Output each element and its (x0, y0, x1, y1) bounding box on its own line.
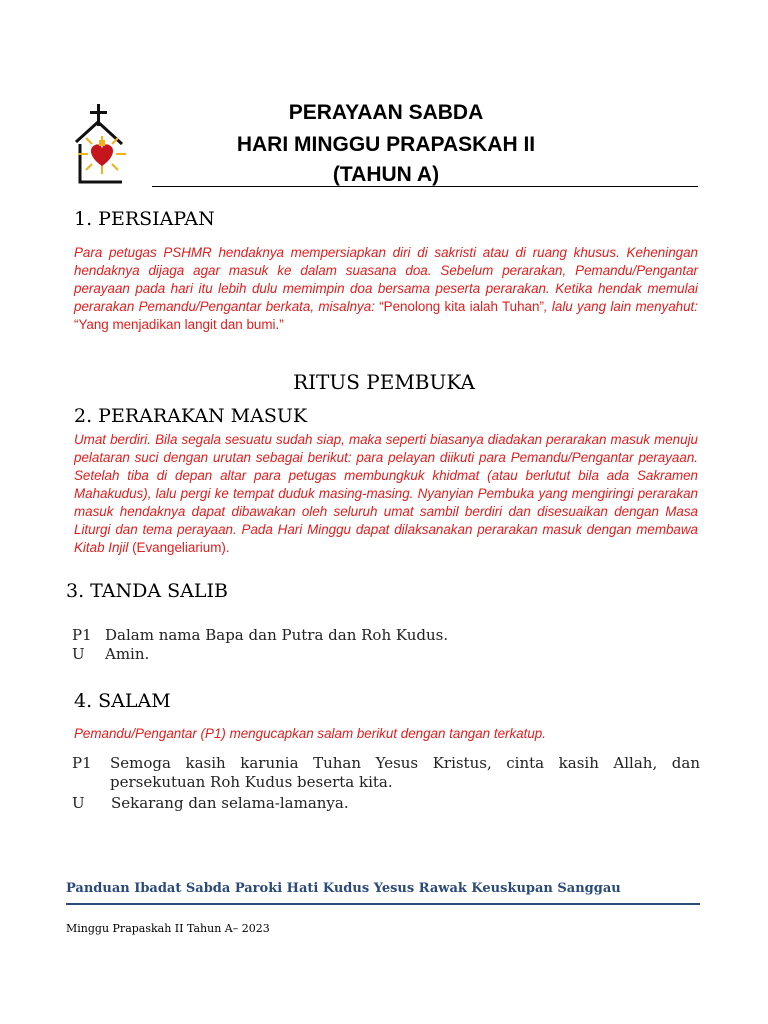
title-line-3: (TAHUN A) (332, 163, 440, 186)
heading-persiapan: 1. PERSIAPAN (74, 208, 215, 230)
speaker-label: P1 (72, 626, 92, 644)
perarakan-text-end: (Evangeliarium). (132, 540, 230, 555)
dialog-text: Amin. (105, 645, 150, 663)
parish-logo (62, 104, 152, 188)
title-line-2: HARI MINGGU PRAPASKAH II (236, 133, 536, 156)
dialog-line (72, 645, 149, 664)
footer-divider (66, 903, 700, 905)
speaker-label: U (72, 645, 85, 663)
heading-perarakan-masuk: 2. PERARAKAN MASUK (74, 405, 308, 427)
title-line-1: PERAYAAN SABDA (288, 101, 484, 124)
header-divider (152, 186, 698, 187)
heading-ritus-pembuka: RITUS PEMBUKA (293, 370, 475, 394)
dialog-text: Dalam nama Bapa dan Putra dan Roh Kudus. (105, 626, 449, 644)
salam-rubric: Pemandu/Pengantar (P1) mengucapkan salam berikut dengan tangan terkatup. (74, 726, 546, 741)
heading-salam: 4. SALAM (74, 690, 171, 712)
footer-note: Minggu Prapaskah II Tahun A– 2023 (66, 922, 270, 935)
persiapan-text-b: , lalu yang lain menyahut: (543, 299, 698, 314)
heading-tanda-salib: 3. TANDA SALIB (66, 580, 228, 602)
dialog-line (72, 754, 700, 792)
speaker-label: U (72, 794, 85, 812)
perarakan-text: Umat berdiri. Bila segala sesuatu sudah siap, maka seperti biasanya diadakan perarakan masuk menuju pelataran suci dengan urutan sebagai berikut: para pelayan diikuti para Pemandu/Pengantar perayaan. Setelah tiba di depan altar para petugas membungkuk khidmat (atau berlutut bila ada Sakramen Mahakudus), lalu pergi ke tempat duduk masing-masing. Nyanyian Pembuka yang mengiringi perarakan masuk hendaknya dapat dibawakan oleh seluruh umat sambil berdiri dan disesuaikan dengan Masa Liturgi dan tema perayaan. Pada Hari Minggu dapat dilaksanakan perarakan masuk dengan membawa Kitab Injil (74, 432, 698, 555)
dialog-line (72, 626, 448, 645)
persiapan-rubric (74, 244, 698, 334)
speaker-label: P1 (72, 754, 92, 772)
persiapan-text-a: Para petugas PSHMR hendaknya mempersiapkan diri di sakristi atau di ruang khusus. Keheningan hendaknya dijaga agar masuk ke dalam suasana doa. Sebelum perarakan, Pemandu/Pengantar perayaan pada hari itu lebih dulu memimpin doa bersama peserta perarakan. Ketika hendak memulai perarakan Pemandu/Pengantar berkata, misalnya: (74, 245, 698, 314)
perarakan-rubric (74, 431, 698, 557)
dialog-line (72, 794, 349, 813)
footer-title: Panduan Ibadat Sabda Paroki Hati Kudus Yesus Rawak Keuskupan Sanggau (66, 881, 621, 896)
dialog-text: Semoga kasih karunia Tuhan Yesus Kristus, cinta kasih Allah, dan persekutuan Roh Kudus beserta kita. (110, 754, 700, 791)
dialog-text: Sekarang dan selama-lamanya. (111, 794, 349, 812)
persiapan-quote-b: “Yang menjadikan langit dan bumi.” (74, 317, 284, 332)
persiapan-quote-a: “Penolong kita ialah Tuhan” (379, 299, 544, 314)
